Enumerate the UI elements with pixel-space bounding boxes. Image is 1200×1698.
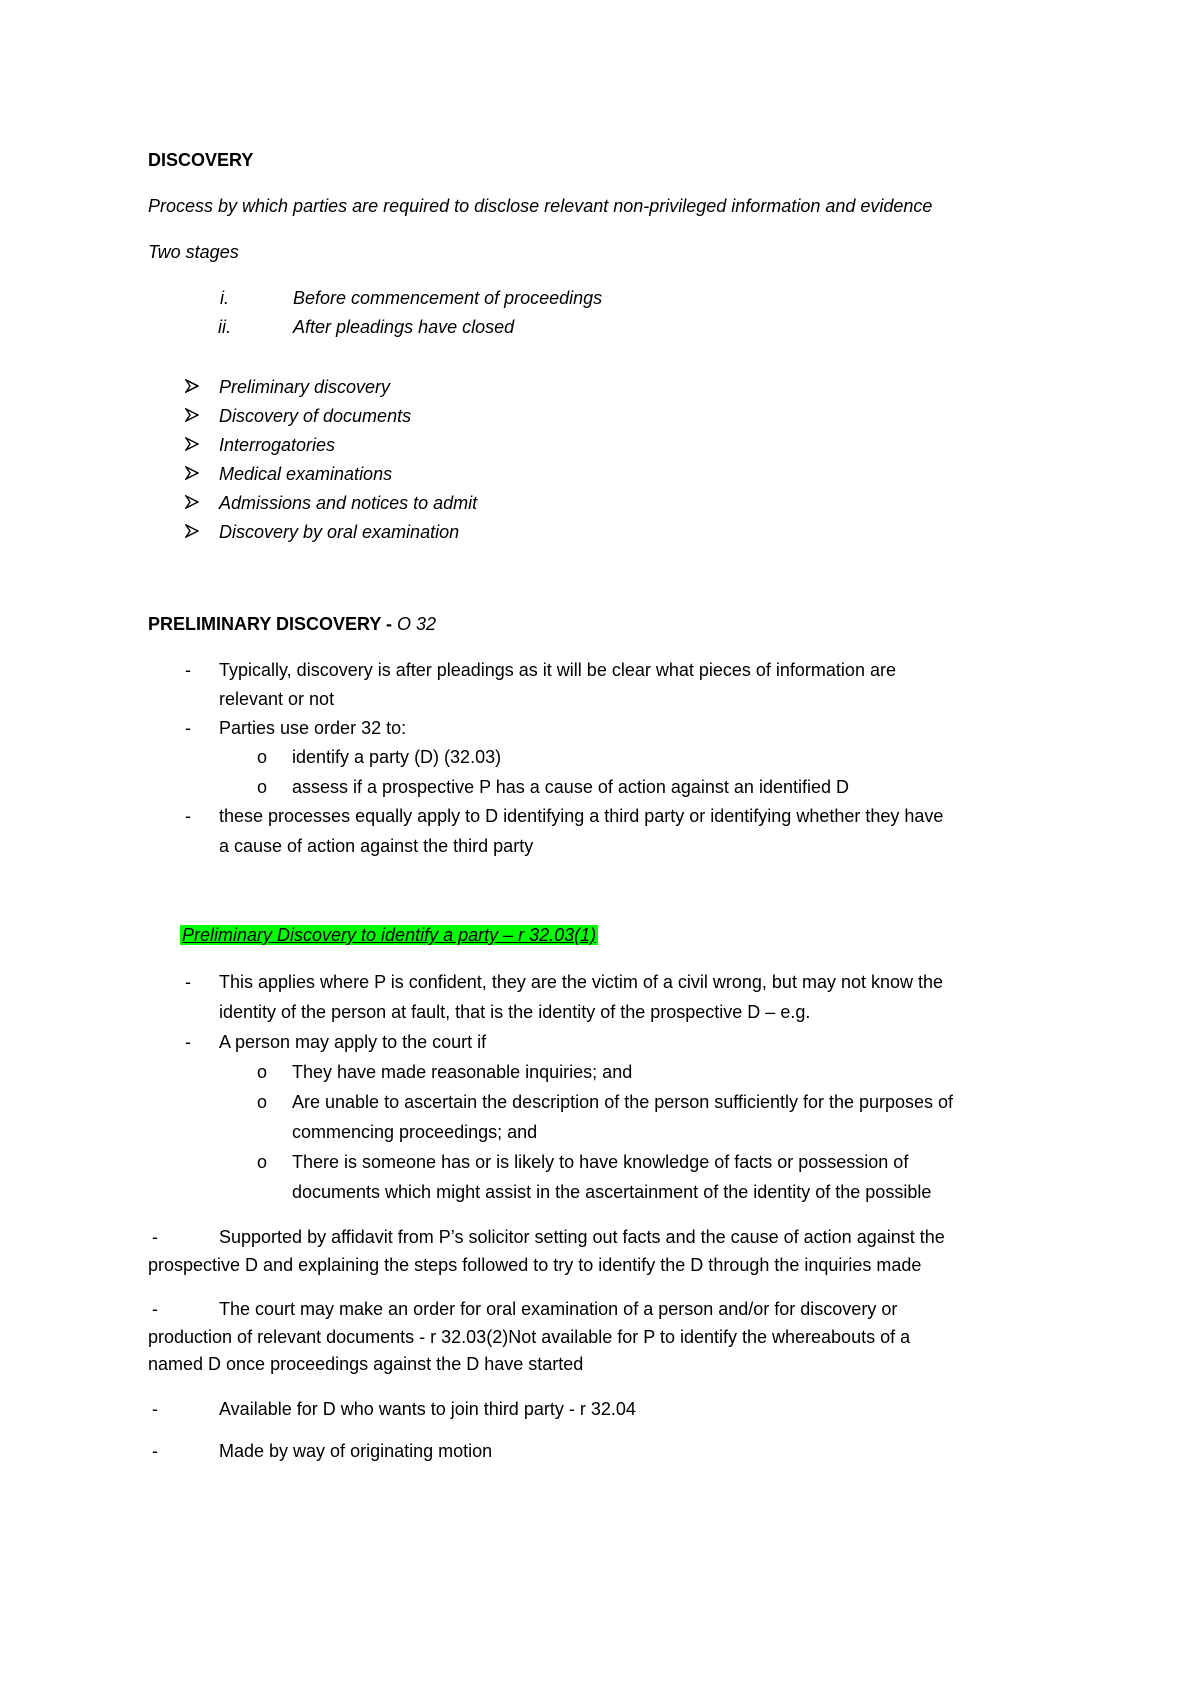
section-heading-preliminary-discovery	[148, 613, 436, 635]
bullet-text: relevant or not	[219, 689, 335, 709]
paragraph-text: production of relevant documents - r 32.03(2)Not available for P to identify the whereabouts of a	[148, 1327, 911, 1347]
stage-text: After pleadings have closed	[293, 317, 515, 337]
paragraph-text: named D once proceedings against the D have started	[148, 1354, 584, 1374]
dash-bullet: -	[185, 806, 191, 826]
arrow-bullet-icon	[185, 405, 199, 427]
dash-bullet: -	[152, 1399, 158, 1419]
highlighted-subheading	[180, 924, 598, 946]
arrow-bullet-icon	[185, 463, 199, 485]
bullet-text: a cause of action against the third party	[219, 836, 534, 856]
arrow-bullet-icon	[185, 521, 199, 543]
dash-bullet: -	[185, 1032, 191, 1052]
arrow-bullet-icon	[185, 376, 199, 398]
stage-number: ii.	[218, 317, 231, 337]
sub-bullet-text: assess if a prospective P has a cause of action against an identified D	[292, 777, 849, 797]
two-stages-label: Two stages	[148, 242, 239, 262]
bullet-text: This applies where P is confident, they are the victim of a civil wrong, but may not know the	[219, 972, 944, 992]
sub-bullet-marker: o	[257, 777, 268, 797]
dash-bullet: -	[152, 1299, 158, 1319]
sub-bullet-text: There is someone has or is likely to have knowledge of facts or possession of	[292, 1152, 909, 1172]
sub-bullet-text: Are unable to ascertain the description of the person sufficiently for the purposes of	[292, 1092, 954, 1112]
sub-bullet-text: identify a party (D) (32.03)	[292, 747, 502, 767]
bullet-text: Typically, discovery is after pleadings as it will be clear what pieces of information are	[219, 660, 896, 680]
dash-bullet: -	[152, 1441, 158, 1461]
definition-text: Process by which parties are required to disclose relevant non-privileged information and evidence	[148, 196, 933, 216]
order-reference: O 32	[397, 614, 437, 634]
list-item: Discovery of documents	[219, 406, 412, 426]
list-item: Discovery by oral examination	[219, 522, 460, 542]
paragraph-text: Supported by affidavit from P’s solicitor setting out facts and the cause of action against the	[219, 1227, 945, 1247]
list-item: Admissions and notices to admit	[219, 493, 478, 513]
sub-bullet-marker: o	[257, 1092, 268, 1112]
arrow-bullet-icon	[185, 434, 199, 456]
paragraph-text: Available for D who wants to join third party - r 32.04	[219, 1399, 636, 1419]
arrow-bullet-icon	[185, 492, 199, 514]
dash-bullet: -	[152, 1227, 158, 1247]
sub-bullet-marker: o	[257, 1152, 268, 1172]
list-item: Medical examinations	[219, 464, 393, 484]
bullet-text: A person may apply to the court if	[219, 1032, 487, 1052]
list-item: Preliminary discovery	[219, 377, 391, 397]
sub-bullet-marker: o	[257, 747, 268, 767]
stage-number: i.	[220, 288, 229, 308]
sub-bullet-marker: o	[257, 1062, 268, 1082]
highlighted-subheading-text: Preliminary Discovery to identify a party – r 32.03(1)	[182, 925, 597, 945]
page-title: DISCOVERY	[148, 150, 254, 170]
stage-text: Before commencement of proceedings	[293, 288, 603, 308]
sub-bullet-text: documents which might assist in the ascertainment of the identity of the possible	[292, 1182, 932, 1202]
paragraph-text: prospective D and explaining the steps followed to try to identify the D through the inquiries made	[148, 1255, 922, 1275]
list-item: Interrogatories	[219, 435, 336, 455]
dash-bullet: -	[185, 972, 191, 992]
dash-bullet: -	[185, 660, 191, 680]
bullet-text: Parties use order 32 to:	[219, 718, 407, 738]
dash-bullet: -	[185, 718, 191, 738]
paragraph-text: The court may make an order for oral examination of a person and/or for discovery or	[219, 1299, 898, 1319]
bullet-text: these processes equally apply to D identifying a third party or identifying whether they have	[219, 806, 944, 826]
sub-bullet-text: commencing proceedings; and	[292, 1122, 538, 1142]
bullet-text: identity of the person at fault, that is the identity of the prospective D – e.g.	[219, 1002, 811, 1022]
paragraph-text: Made by way of originating motion	[219, 1441, 493, 1461]
section-heading-text: PRELIMINARY DISCOVERY -	[148, 614, 398, 634]
sub-bullet-text: They have made reasonable inquiries; and	[292, 1062, 633, 1082]
